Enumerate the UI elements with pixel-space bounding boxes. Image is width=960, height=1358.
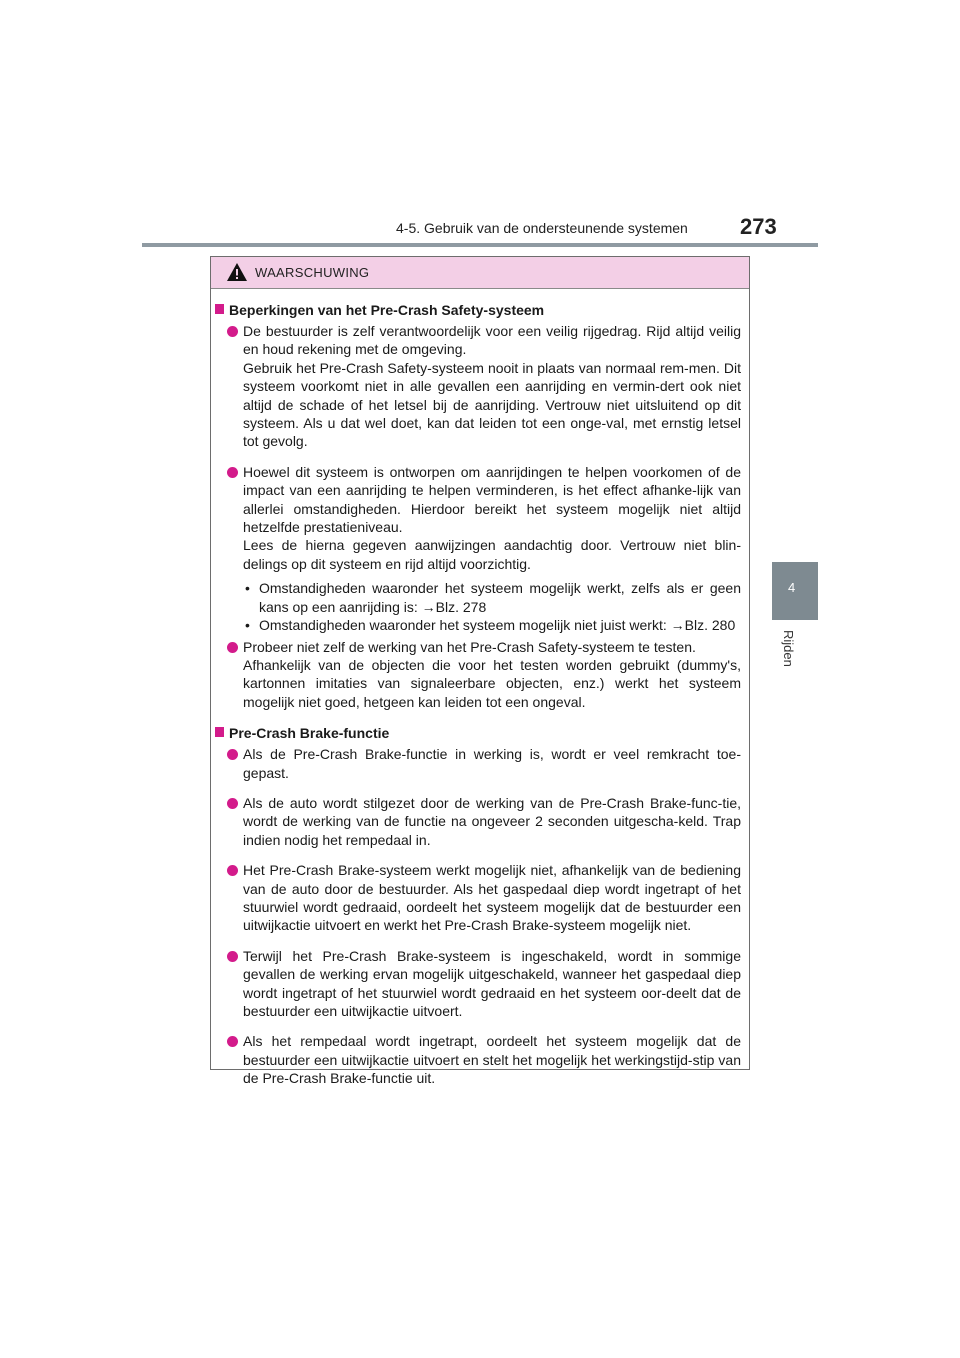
section-heading-text: Pre-Crash Brake-functie (229, 725, 390, 742)
round-bullet-icon (227, 642, 238, 653)
section-heading (211, 300, 749, 320)
warning-box (210, 256, 750, 1087)
sub-item-text: Omstandigheden waaronder het systeem mogelijk niet juist werkt: →Blz. 280 (259, 617, 736, 634)
square-bullet-icon (215, 304, 224, 314)
round-bullet-icon (227, 467, 238, 478)
dot-marker-icon: • (245, 580, 250, 597)
sub-list-item (243, 579, 741, 616)
paragraph: Als de auto wordt stilgezet door de werking van de Pre-Crash Brake-func-tie, wordt de werking van de functie na ongeveer 2 seconden uitgescha-keld. Trap indien nodig het rempedaal in. (243, 794, 741, 848)
paragraph: Terwijl het Pre-Crash Brake-systeem is ingeschakeld, wordt in sommige gevallen de werking ervan mogelijk uitgeschakeld, wanneer het gaspedaal diep wordt ingetrapt of het stuurwiel wordt gedraaid en het systeem oor-deelt dat de bestuurder een uitwijkactie uitvoert. (243, 947, 741, 1019)
section-heading-text: Beperkingen van het Pre-Crash Safety-systeem (229, 302, 545, 318)
list-item (211, 745, 749, 782)
list-item (211, 861, 749, 935)
header-divider (142, 243, 818, 247)
section-heading (211, 723, 749, 743)
round-bullet-icon (227, 798, 238, 809)
page-number: 273 (740, 214, 777, 239)
section-title: 4-5. Gebruik van de ondersteunende systemen (396, 220, 688, 236)
paragraph: Lees de hierna gegeven aanwijzingen aandachtig door. Vertrouw niet blin-delings op dit systeem en rijd altijd voorzichtig. (243, 537, 741, 572)
warning-header (211, 257, 749, 289)
dot-marker-icon: • (245, 617, 250, 634)
warning-triangle-icon (226, 262, 248, 282)
list-item (211, 322, 749, 451)
sub-item-text: Omstandigheden waaronder het systeem mogelijk werkt, zelfs als er geen kans op een aanrijding is: →Blz. 278 (259, 580, 741, 615)
round-bullet-icon (227, 951, 238, 962)
round-bullet-icon (227, 326, 238, 337)
list-item (211, 794, 749, 849)
paragraph: Probeer niet zelf de werking van het Pre-Crash Safety-systeem te testen. (243, 638, 696, 655)
paragraph: Als het rempedaal wordt ingetrapt, oordeelt het systeem mogelijk dat de bestuurder een uitwijkactie uitvoert en stelt het mogelijk het werkingstijd-stip van de Pre-Crash Brake-functie uit. (243, 1033, 741, 1087)
warning-body (211, 300, 749, 1100)
round-bullet-icon (227, 749, 238, 760)
paragraph: Het Pre-Crash Brake-systeem werkt mogelijk niet, afhankelijk van de bediening van de auto door de bestuurder. Als het gaspedaal diep wordt ingetrapt of het stuurwiel wordt gedraaid, oordeelt het systeem mogelijk dat de bestuurder een uitwijkactie uitvoert en werkt het Pre-Crash Brake-systeem mogelijk niet. (243, 862, 741, 934)
list-item (211, 947, 749, 1021)
list-item (211, 463, 749, 635)
warning-title: WAARSCHUWING (255, 265, 370, 280)
paragraph: Als de Pre-Crash Brake-functie in werking is, wordt er veel remkracht toe-gepast. (243, 746, 741, 781)
chapter-number: 4 (788, 580, 796, 595)
square-bullet-icon (215, 727, 224, 737)
round-bullet-icon (227, 865, 238, 876)
paragraph: Gebruik het Pre-Crash Safety-systeem nooit in plaats van normaal rem-men. Dit systeem voorkomt niet in alle gevallen een aanrijding en vermin-dert ook niet altijd de schade of het letsel bij de aanrijding. Vertrouw niet uitsluitend op dit systeem. Als u dat wel doet, kan dat leiden tot een onge-val, met ernstig letsel tot gevolg. (243, 359, 741, 450)
paragraph: Hoewel dit systeem is ontworpen om aanrijdingen te helpen voorkomen of de impact van een aanrijding te helpen verminderen, is het effect afhanke-lijk van allerlei omstandigheden. Hierdoor bereikt het systeem mogelijk niet altijd hetzelfde prestatieniveau. (243, 463, 741, 536)
chapter-label: Rijden (781, 630, 796, 667)
paragraph: Afhankelijk van de objecten die voor het testen worden gebruikt (dummy's, kartonnen imitaties van signaleerbare objecten, enz.) werkt het systeem mogelijk niet goed, hetgeen kan leiden tot een ongeval. (243, 656, 741, 710)
list-item (211, 1032, 749, 1087)
paragraph: De bestuurder is zelf verantwoordelijk voor een veilig rijgedrag. Rijd altijd veilig en houd rekening met de omgeving. (243, 323, 741, 358)
round-bullet-icon (227, 1036, 238, 1047)
sub-list (243, 579, 741, 634)
list-item (211, 638, 749, 712)
sub-list-item (243, 616, 741, 634)
